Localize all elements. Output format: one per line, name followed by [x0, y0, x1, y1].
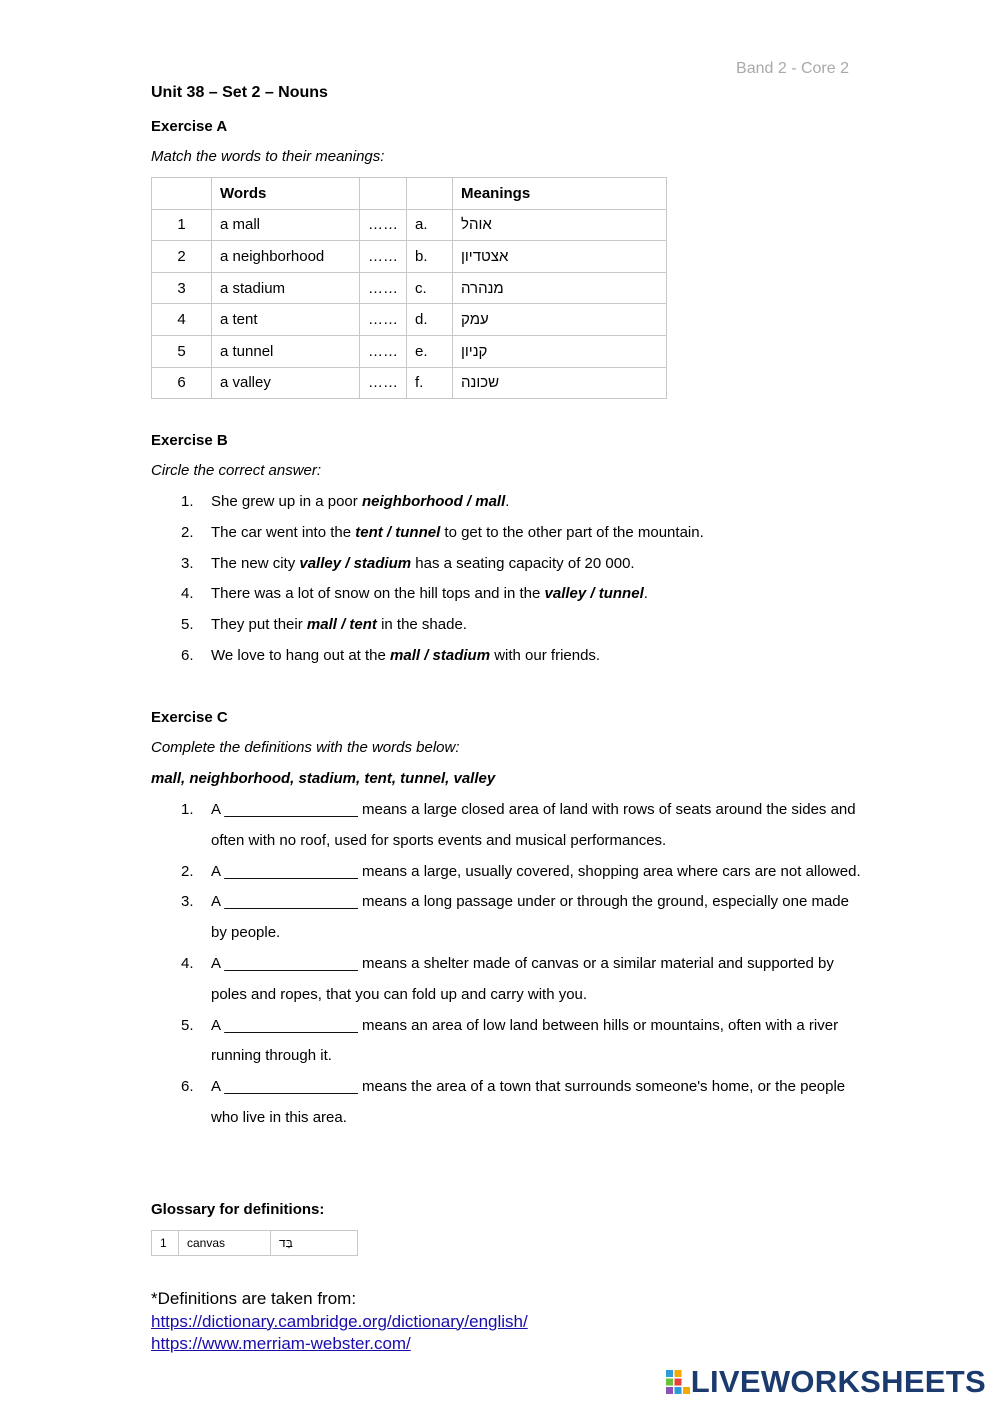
exercise-a-instruction: Match the words to their meanings:: [151, 148, 385, 165]
definition-text[interactable]: A ________________ means an area of low land between hills or mountains, often with a river running through it.: [211, 1016, 839, 1065]
sources: [151, 1288, 528, 1356]
table-row: [152, 209, 667, 241]
row-meaning: מנהרה: [453, 272, 667, 304]
answer-choice[interactable]: mall / tent: [306, 616, 377, 634]
list-item: [151, 641, 861, 672]
item-number: 2.: [181, 523, 194, 541]
row-meaning: אצטדיון: [453, 241, 667, 273]
row-word: a stadium: [212, 272, 360, 304]
item-text: .: [643, 585, 648, 603]
glossary-word: canvas: [179, 1231, 271, 1256]
item-number: 4.: [181, 954, 194, 972]
row-word: a neighborhood: [212, 241, 360, 273]
liveworksheets-logo: [665, 1364, 986, 1400]
definition-text[interactable]: A ________________ means a shelter made of canvas or a similar material and supported by poles and ropes, that you can fold up and carry with you.: [211, 954, 834, 1003]
answer-blank[interactable]: ……: [360, 241, 407, 273]
list-item: [151, 795, 861, 857]
item-text: to get to the other part of the mountain.: [440, 523, 704, 541]
header-cell-dots: [360, 178, 407, 210]
item-text: We love to hang out at the: [211, 646, 391, 664]
merriam-webster-link[interactable]: https://www.merriam-webster.com/: [151, 1334, 411, 1353]
answer-blank[interactable]: ……: [360, 304, 407, 336]
item-text: The car went into the: [211, 523, 356, 541]
item-text: They put their: [211, 616, 307, 634]
exercise-b-heading: Exercise B: [151, 432, 228, 449]
answer-choice[interactable]: mall / stadium: [390, 646, 491, 664]
list-item: [151, 857, 861, 888]
list-item: [151, 549, 861, 580]
exercise-c-list: [151, 795, 861, 1134]
band-label: Band 2 - Core 2: [736, 60, 849, 77]
answer-choice[interactable]: neighborhood / mall: [361, 493, 506, 510]
item-text: with our friends.: [490, 646, 601, 664]
answer-choice[interactable]: tent / tunnel: [355, 523, 441, 541]
item-number: 5.: [181, 616, 194, 634]
row-letter: d.: [407, 304, 453, 336]
table-row: [152, 1231, 358, 1256]
row-letter: a.: [407, 209, 453, 241]
item-number: 2.: [181, 862, 194, 880]
item-number: 5.: [181, 1016, 194, 1034]
liveworksheets-logo-icon: [665, 1369, 691, 1395]
answer-choice[interactable]: valley / tunnel: [544, 585, 644, 603]
list-item: [151, 518, 861, 549]
item-text: .: [505, 493, 510, 510]
matching-table: [151, 177, 667, 399]
item-number: 1.: [181, 801, 194, 818]
answer-blank[interactable]: ……: [360, 367, 407, 399]
item-number: 6.: [181, 646, 194, 664]
item-number: 6.: [181, 1078, 194, 1096]
glossary-number: 1: [152, 1231, 179, 1256]
row-word: a mall: [212, 209, 360, 241]
item-number: 3.: [181, 893, 194, 911]
row-letter: e.: [407, 335, 453, 367]
list-item: [151, 579, 861, 610]
table-row: [152, 367, 667, 399]
table-row: [152, 241, 667, 273]
item-text: There was a lot of snow on the hill tops and in the: [211, 585, 545, 603]
list-item: [151, 1072, 861, 1134]
header-words: Words: [212, 178, 360, 210]
header-cell-num: [152, 178, 212, 210]
table-row: [152, 272, 667, 304]
answer-blank[interactable]: ……: [360, 335, 407, 367]
list-item: [151, 487, 861, 518]
table-row: [152, 335, 667, 367]
answer-blank[interactable]: ……: [360, 209, 407, 241]
item-text: She grew up in a poor: [211, 493, 362, 510]
row-letter: b.: [407, 241, 453, 273]
row-meaning: שכונה: [453, 367, 667, 399]
row-meaning: קניון: [453, 335, 667, 367]
item-text: The new city: [211, 554, 300, 572]
answer-blank[interactable]: ……: [360, 272, 407, 304]
glossary-heading: Glossary for definitions:: [151, 1201, 325, 1218]
sources-note: *Definitions are taken from:: [151, 1289, 357, 1308]
row-letter: f.: [407, 367, 453, 399]
definition-text[interactable]: A ________________ means a large closed area of land with rows of seats around the sides and often with no roof, used for sports events and musical performances.: [211, 801, 856, 849]
item-number: 1.: [181, 493, 194, 510]
table-row: [152, 304, 667, 336]
liveworksheets-wordmark: LIVEWORKSHEETS: [690, 1364, 986, 1399]
row-meaning: עמק: [453, 304, 667, 336]
page-title: Unit 38 – Set 2 – Nouns: [151, 84, 328, 101]
exercise-c-instruction: Complete the definitions with the words below:: [151, 739, 460, 756]
item-number: 4.: [181, 585, 194, 603]
header-meanings: Meanings: [453, 178, 667, 210]
row-letter: c.: [407, 272, 453, 304]
list-item: [151, 949, 861, 1011]
row-meaning: אוהל: [453, 209, 667, 241]
row-word: a tunnel: [212, 335, 360, 367]
row-number: 1: [152, 209, 212, 241]
answer-choice[interactable]: valley / stadium: [299, 554, 412, 572]
row-number: 6: [152, 367, 212, 399]
list-item: [151, 887, 861, 949]
row-word: a tent: [212, 304, 360, 336]
row-number: 4: [152, 304, 212, 336]
item-text: in the shade.: [376, 616, 467, 634]
exercise-c-heading: Exercise C: [151, 709, 228, 726]
exercise-b-list: [151, 487, 861, 672]
glossary-table: [151, 1230, 358, 1256]
item-number: 3.: [181, 554, 194, 572]
row-number: 3: [152, 272, 212, 304]
definition-text[interactable]: A ________________ means the area of a town that surrounds someone's home, or the people who live in this area.: [211, 1078, 846, 1126]
list-item: [151, 1011, 861, 1073]
exercise-b-instruction: Circle the correct answer:: [151, 462, 322, 479]
cambridge-link[interactable]: https://dictionary.cambridge.org/dictionary/english/: [151, 1311, 528, 1331]
item-text: has a seating capacity of 20 000.: [411, 554, 635, 572]
definition-text[interactable]: A ________________ means a long passage under or through the ground, especially one made by people.: [211, 893, 849, 942]
word-bank: mall, neighborhood, stadium, tent, tunnel, valley: [151, 770, 496, 787]
table-header-row: [152, 178, 667, 210]
list-item: [151, 610, 861, 641]
header-cell-letter: [407, 178, 453, 210]
glossary-meaning: בַּד: [271, 1231, 358, 1256]
row-number: 5: [152, 335, 212, 367]
row-word: a valley: [212, 367, 360, 399]
definition-text[interactable]: A ________________ means a large, usually covered, shopping area where cars are not allowed.: [211, 862, 861, 880]
exercise-a-heading: Exercise A: [151, 118, 228, 135]
row-number: 2: [152, 241, 212, 273]
